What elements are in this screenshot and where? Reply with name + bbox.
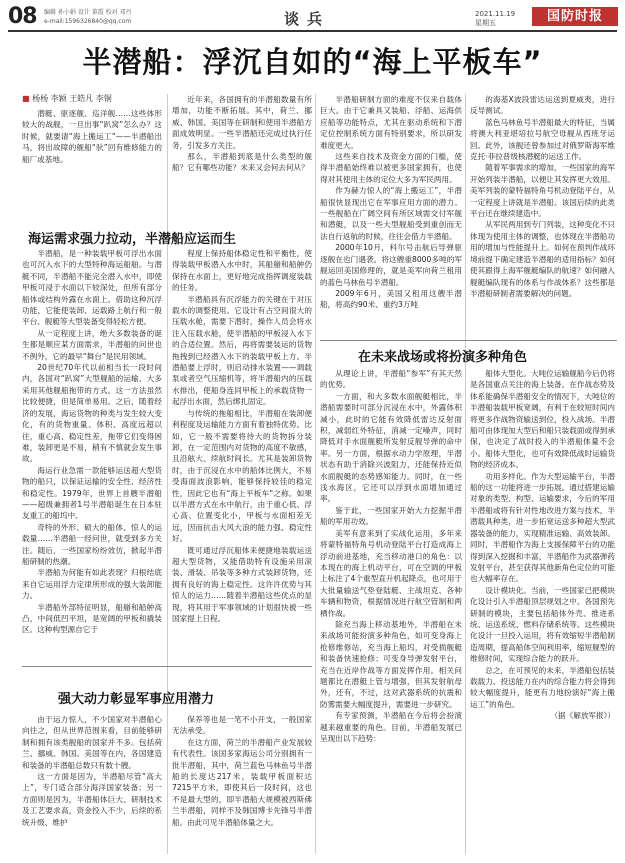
column-2-intro [172,94,312,219]
paragraph: 在这方面，荷兰的半潜船产业发展较有代表性。该国多家海运公司分别拥有一批半潜船，其中，荷兰蓝色马林鱼号半潜船的长度达217米，装载甲板面积达7215平方米，即使其后一段时间，这也不是最大型的，即半潜船大规模被西斯佛兰半潜船，同样不及韩国博卡先锋号半潜船。由此可见半潜船体量之大。 [172,737,312,827]
column-2-section-2 [172,714,312,854]
issue-date [475,10,515,28]
paragraph: 与传统的拖船相比，半潜船在装卸便利程度及运输能力方面有着独特优势。比如，它一般不需要将待大的货物拆分装卸，在一定范围内对货物的高度不敏感，且沿舷大、续航时间长。尤其是装卸货物时，由于沉浸在水中的船体比例大，不易受海面波浪影响，能够保持较佳的稳定性，因此它也有“海上平板车”之称。如果以半潜方式在水中航行，由于重心低、浮心高、位置变化小，甲板与水面相差无远，因而抗击大风大浪的能力强、稳定性好。 [172,408,312,544]
paragraph: 作为赫力惊人的“海上搬运工”，半潜船很快显现出它在军事应用方面的潜力。一些舰船在广阔空间有所区域需交付军舰和潜艇，以及一些大型舰船受到重创而无法自行返航的时候，往往会借力半潜船。 [320,186,462,241]
paragraph: 近年来，各国拥有的半潜船数量有所增加，功能不断拓展。其中，荷兰、挪威、韩国、美国等在研制和使用半潜船方面成效明显。一些半潜船还完成过执行任务，引发多方关注。 [172,95,312,150]
article-title: 半潜船：浮沉自如的“海上平板车” [82,45,543,79]
paragraph: 随着军事需求的增加，一些国家的海军开始列装半潜船，以便让其发挥更大效用。美军列装的蒙特福特角号机动登陆平台，从一定程度上讲就是半潜船。该国后续的此类平台还在继续建造中。 [470,163,615,219]
paragraph: 半潜船研制方面的难度不仅来自载体巨大。由于它兼具又装船、浮船、运海供应船等功能特点，尤其在驱动系统和下潜定位控制系统方面有特别要求，所以研发难度更大。 [320,95,462,150]
paragraph: 这一方面是因为，半潜船尽管“高大上”，专门适合部分海洋国家装备；另一方面则是因为，半潜船体巨大、研制技术及工艺要求高，资金投入不少，后续的系统升级、维护 [22,772,162,827]
paragraph: 程度上保持船体稳定性和平衡性，使得装载甲板潜入水中时，其船艏和船舯仍保持在水面上，更好地完成指挥调度装载的任务。 [172,249,312,293]
paragraph: 从一定程度上讲，绝大多数装备的诞生都是顺应某方面需求，半潜船的问世也不例外，它的最早“舞台”是民用领域。 [22,328,162,361]
paragraph: 功用多样化。作为大型运输平台，半潜船的这一功能将进一步拓展。通过搭建运输对象的类型、构型、运输要求，今后的军用半潜船或将有针对性地改进方案与技术，半潜载具种类，进一步拓宽运送多种超大型武器装备的能力，实现精准运输、高效装卸。同时，半潜船作为海上支援保障平台的功能得到深入挖掘和丰富，半潜船作为武器弹药发射平台，甚至获得其他新角色定位的可能也大幅率存在。 [470,471,615,584]
paragraph: 蓝色马林鱼号半潜船最大的特征，当属将澳大利亚堪培拉号航空母舰从西班牙运回。此外，该舰还曾参加过对俄罗斯海军维克托·菲拉普级核潜艇的运送工作。 [470,117,615,162]
column-3-top [320,94,462,339]
paragraph: 美军有意来到了实战化运用，多年来将蒙特福特角号机动登陆平台打造成海上浮动前进基地，充当移动港口的角色：以本现在的海上机动平台，可在空调的甲板上标注了4个重型直升机起降点，也可用于大批量输送气垫登陆艇、主战坦克、各种车辆和物资，根据情况进行航空管制和两栖作战。 [320,528,462,618]
paragraph: 那么，半潜船到底是什么类型的舰船？它有哪些功能？未来又会何去何从？ [172,152,312,173]
source-credit: （据《解放军报》） [550,711,615,721]
byline [22,93,112,104]
paragraph: 奇特的外形、硕大的船体、惊人的运载量……半潜船一经问世，就受到多方关注。随后，一些国家纷纷效仿，掀起半潜船研制的热潮。 [22,522,162,566]
header-rule [8,30,617,32]
newspaper-logo: 国防时报 [532,7,618,26]
page-header [0,0,625,36]
subheading-future-roles: 在未来战场或将扮演多种角色 [358,350,528,365]
column-divider [465,94,466,854]
staff-info [44,8,132,26]
paragraph: 船体大型化。大吨位运输舰船今后仍将是各国重点关注的海上装备。在作战态势及体系能确保半潜船安全的情况下，大吨位的半潜船装载甲板宽阔，有利于在较短时间内将更多作战物资输送到位，投入战场。半潜船可由体现加大型后和船只装载面或得到承保，也决定了战时投入的半潜船体量不会小。船体大型化，也可有效降低战时运输货物的经济成本。 [470,369,615,470]
paragraph: 从军民两用到专门列装，这种变化不只体现为使用主体的调整，也体现在半潜船功用的增加与性能提升上。如何在预判作战环境前提下确定建造半潜船的适用指标？如何使其跟得上海军舰艇编队的航速？如何融入舰艇编队现有的体系与作战体系？这些都是半潜船研制者需要解决的问题。 [470,220,615,298]
column-1-section-2 [22,714,162,854]
paragraph: 既可通过浮沉船体来便捷地装载运送超大型货物，又能借助特有设施采用滚装、滑装、吊装等多种方式装卸货物，还拥有良好的海上稳定性。这许许优势与其惊人的运力……随着半潜船这些优点的显现，将其用于军事领域的计划很快被一些国家提上日程。 [172,545,312,623]
date-text: 2021.11.19 [475,10,516,18]
column-4-section-3 [470,368,615,856]
paragraph: 由于运力惊人，不少国家对半潜船心向往之，但从世界范围来看，目前能够研制和拥有该类舰船的国家并不多。包括荷兰、挪威、韩国、美国等在内，各国建造和装备的半潜船总数只有数十艘。 [22,715,162,770]
page-number: 08 [8,4,37,29]
paragraph: 的海基X波段雷达运送到夏威夷，进行反导测试。 [470,95,615,116]
paragraph: 海运行业急需一款能够运送超大型货物的船只，以保证运输的安全性、经济性和稳定性。1979年，世界上首艘半潜船——超级兼拥者1号半潜船诞生在日本驻友重工的船坞中。 [22,465,162,521]
section-name: 谈兵 [284,10,331,28]
paragraph: 设计模块化。当前，一些国家已把模块化设计引入半潜船顶层规划之中。各国预先研制的模块，主要包括船体外壳、推进系统、运送系统、燃料存储系统等。这些模块化设计一旦投入运用，将有效缩短半潜船制造周期，提高船体空间利用率，缩短舰型的维修时间，实现综合能力的跃升。 [470,585,615,664]
section-divider [320,340,617,341]
weekday-text: 星期五 [475,19,496,27]
paragraph: 总之，在可预见的未来，半潜船包括装载载力、投送能力在内的综合能力将会得到较大幅度提升，能更有力地扮演好“海上搬运工”的角色。 [470,665,615,709]
column-divider [167,94,168,854]
column-3-section-3 [320,368,462,856]
paragraph: 从理论上讲，半潜船“参军”有其天然的优势。 [320,369,462,390]
column-2-section-1 [172,248,312,660]
paragraph: 半潜船外部特征明显，船艏和船舯高凸，中间低凹平坦，是宽阔的甲板和撬装区。这种构型源自它于 [22,602,162,635]
paragraph: 2009年6月，美国又租用这艘半潜船，将高约90米、重约3万吨 [320,288,462,310]
paragraph: 有专家预测，半潜船在今后将会扮演越来越重要的角色。目前，半潜船发展已呈现出以下趋势： [320,711,462,743]
paragraph: 20世纪70年代以前相当长一段时间内，各国对“趴窝”大型舰船的运输，大多采用其他舰船拖带的方式。这一方法虽然比较便捷，但是简单易用。之后，随着经济的发展，海运货物的种类与发生较大变化，有的货物重量、体积、高度远超以往，重心高、稳定性差，拖带它们变得困难，装卸更是不易，稍有不慎就会发生事故。 [22,363,162,464]
paragraph: 半潜船具有沉浮能力的关键在于对压载水的调整使用。它设计有占空间很大的压载水舱，需要下潜时，操作人员会将水注入压载水舱，使半潜船的甲板浸入水下的合适位置。然后，再将需要装运的货物拖拽到已经潜入水下的装载甲板上方。半潜船要上浮时，则启动排水装置——调载泵或者空气压缩机等，将半潜船内的压载水排出，使船身连同甲板上的承载货物一起浮出水面，然后绑扎固定。 [172,294,312,407]
subheading-military-potential: 强大动力彰显军事应用潜力 [58,692,215,707]
byline-authors: 杨杨 李颖 王皓凡 李铜 [32,94,112,103]
column-divider [315,94,316,854]
paragraph: 鉴于此，一些国家开始大力挖掘半潜船的军用功效。 [320,505,462,527]
paragraph: 半潜船为何能有如此表现？归根结底来自它运用浮力定律所形成的强大装卸能力。 [22,568,162,601]
column-1-section-1 [22,248,162,660]
column-4-top [470,94,615,339]
subheading-demand: 海运需求强力拉动，半潜船应运而生 [28,232,237,247]
paragraph: 半潜船，是一种装载甲板可浮出水面也可沉入水下的大型特种海运船舶。与潜艇不同，半潜船不能完全潜入水中，即使甲板可浸于水面以下较深处，但所有部分船体或结构外露在水面上。借助这种沉浮功能，它能使装卸、运载路上航行和一般平台、舰艇等大型装备变得轻松方便。 [22,249,162,327]
paragraph: 潜艇、驱逐舰、巡洋舰……这些体形较大的战舰，一旦出事“趴窝”怎么办？这时候，就要请“海上搬运工”——半潜船出马，将出故障的舰船“驮”回有维修能力的船厂或基地。 [22,109,162,164]
paragraph: 一方面，和大多数水面舰艇相比，半潜船需要时可部分沉浸在水中，外露体积减小，此时的它能有效降低雷达反射面积，减弱红外特征，消减一定噪声，同时降低对手水面舰艇所发射反舰导弹的命中率。另一方面，根据水动力学原理，半潜状态有助于消除兴波阻力，还能保持近似水面舰艇的态势感知能力。同时，在一些浅水海区，它还可以浮到水面增加通过率。 [320,391,462,504]
staff-line: 编辑 孙小娟 设计 董霞 校对 邓丹 [44,9,132,16]
paragraph: 2000年10月，科尔号击航后导弹驱逐舰在也门遇袭。将这艘重8000多吨的军舰运回美国修理的，就是美军向荷兰租用的蓝色马林鱼号半潜船。 [320,243,462,287]
email-line: e-mail:1596326840@qq.com [44,18,132,25]
paragraph: 保养等也是一笔不小开支，一般国家无法承受。 [172,715,312,736]
paragraph: 除充当海上移动基地外，半潜船在未来战场可能扮演多种角色，如可变身海上抢修维修站，充当海上船坞，对受损舰艇和装备快速抢修；可变身导弹发射平台，充当在近岸作战等方面发挥作用。相关问题都比在潜艇上管与增强，但其发射航母外，还有，不过，这对武器系统的抗震和防雾需要大幅度提升，需要进一步研究。 [320,619,462,709]
section-divider [22,666,312,667]
byline-mark-icon: ■ [22,94,30,103]
paragraph: 这些来自技术及资金方面的门槛，使得半潜船始终难以被更多国家拥有，也使得对其使用主体的定位大多为军民两用。 [320,152,462,184]
column-1-intro [22,108,162,223]
